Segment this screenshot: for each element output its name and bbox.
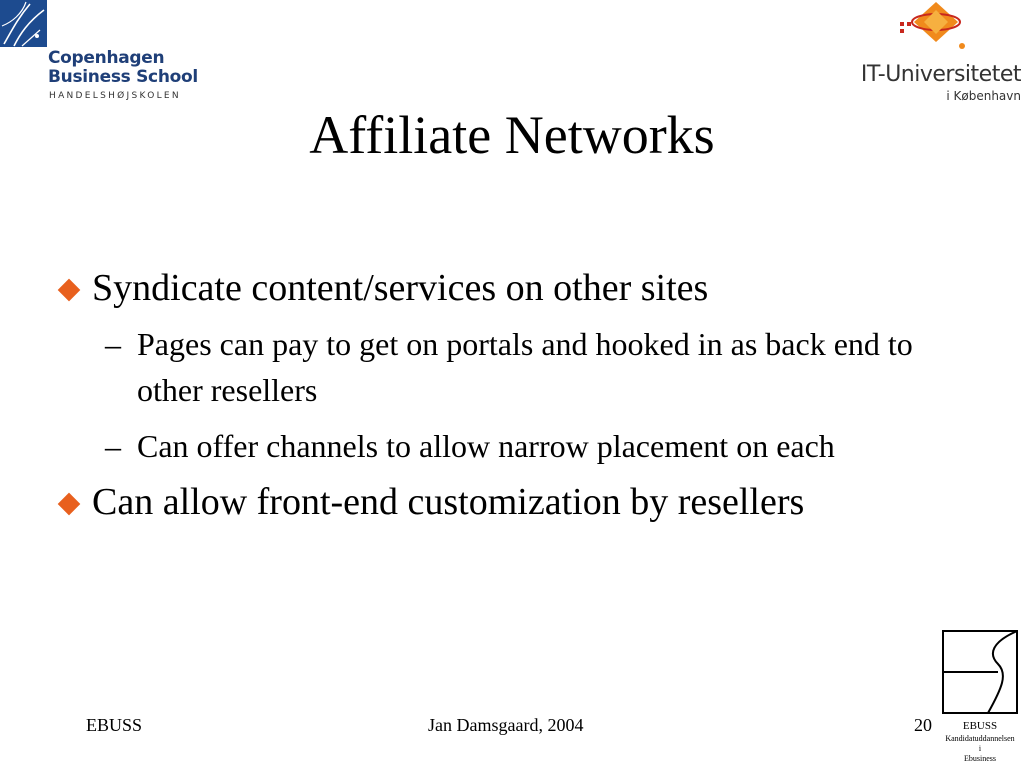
diamond-bullet-icon: [58, 279, 81, 302]
ebuss-logo: [939, 630, 1021, 768]
itu-emblem-icon: [896, 0, 976, 60]
bullet-item: [56, 479, 976, 525]
dash-bullet: –: [105, 428, 121, 464]
sub-bullet-item: [56, 423, 976, 469]
ebuss-sub-line3: Ebusiness: [964, 754, 996, 763]
sub-bullet-list: [56, 321, 976, 469]
itu-logo: [854, 0, 1024, 110]
cbs-emblem-icon: [0, 0, 47, 47]
bullet-item: [56, 265, 976, 311]
slide-body: [56, 265, 976, 525]
sub-bullet-item: [56, 321, 976, 413]
itu-city: i København: [946, 89, 1021, 103]
cbs-logo: [0, 0, 200, 110]
cbs-name-line2: Business School: [48, 67, 198, 87]
footer-page-number: 20: [914, 715, 932, 735]
ebuss-emblem-icon: [942, 630, 1018, 714]
slide-title: Affiliate Networks: [309, 105, 715, 165]
cbs-name-line3: HANDELSHØJSKOLEN: [49, 91, 181, 101]
itu-name: IT-Universitetet: [860, 62, 1021, 87]
diamond-bullet-icon: [58, 493, 81, 516]
bullet-text: Can allow front-end customization by resellers: [92, 481, 805, 523]
sub-bullet-text: Can offer channels to allow narrow placement on each: [137, 428, 835, 464]
footer-author: Jan Damsgaard, 2004: [428, 715, 584, 735]
dash-bullet: –: [105, 326, 121, 362]
ebuss-label: EBUSS: [962, 720, 998, 732]
ebuss-sub-line1: Kandidatuddannelsen: [945, 734, 1015, 743]
ebuss-sub-line2: i: [978, 744, 982, 753]
sub-bullet-text: Pages can pay to get on portals and hooked in as back end to other resellers: [137, 326, 913, 408]
cbs-name-line1: Copenhagen: [48, 48, 165, 68]
bullet-text: Syndicate content/services on other sites: [92, 267, 709, 309]
footer-course: EBUSS: [86, 715, 143, 735]
